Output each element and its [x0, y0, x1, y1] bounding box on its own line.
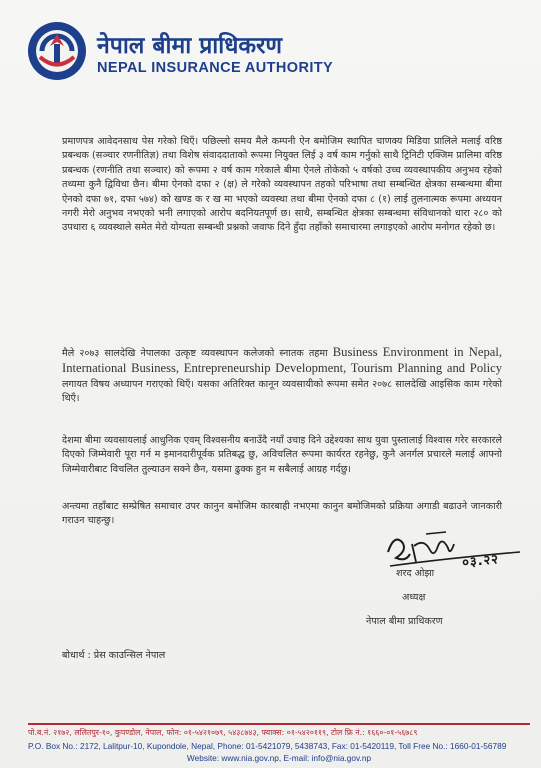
org-name-nepali: नेपाल बीमा प्राधिकरण [97, 33, 283, 59]
paragraph-2-nepali-end: लगायत विषय अध्यापन गराएको थिएँ। यसका अतिरिक्त कानून व्यवसायीको रूपमा समेत २०७८ सालदेखि आइसिक काम गरेको थिएँ। [62, 378, 502, 405]
signatory-title: अध्यक्ष [402, 592, 426, 603]
nia-logo-icon [26, 20, 88, 82]
letter-paragraph-4: अन्त्यमा तहाँबाट सम्प्रेषित समाचार उपर कानुन बमोजिम कारबाही नभएमा कानुन बमोजिमको प्रक्रिया अगाडी बढाउने जानकारी गराउन चाहन्छु। [62, 501, 502, 527]
paragraph-2-nepali-start: मैले २०७३ सालदेखि नेपालका उत्कृष्ट व्यवस्थापन कलेजको स्नातक तहमा [62, 348, 333, 359]
signatory-organization: नेपाल बीमा प्राधिकरण [366, 616, 443, 627]
letter-paragraph-3: देशमा बीमा व्यवसायलाई आधुनिक एवम् विश्वसनीय बनाउँदै नयाँ उचाइ दिने उद्देश्यका साथ युवा पुस्तालाई विश्वास गरेर सरकारले दिएको जिम्मेवारी पूरा गर्न म इमानदारीपूर्वक प्रतिबद्ध छु, अविचलित रूपमा कार्यरत रहनेछु, कुनै अनर्गल प्रचारले मलाई आफ्नो जिम्मेवारीबाट विचलित तुल्याउन सक्ने छैन, यसमा ढुक्क हुन म सबैलाई आग्रह गर्दछु। [62, 435, 502, 475]
footer-divider [28, 723, 530, 725]
cc-line: बोधार्थ : प्रेस काउन्सिल नेपाल [62, 650, 166, 661]
footer-address-nepali: पो.ब.नं. २१७२, ललितपुर-१०, कुपण्डोल, नेपाल, फोन: ०१-५४२१०७९, ५४३८७४३, फ्याक्स: ०१-५४२०११९, टोल फ्रि नं.: १६६०-०१-५६७८९ [28, 728, 418, 737]
letter-paragraph-1: प्रमाणपत्र आवेदनसाथ पेस गरेको थिएँ। पछिल्लो समय मैले कम्पनी ऐन बमोजिम स्थापित चाणक्य मिडिया प्रालिले मलाई वरिष्ठ प्रबन्धक (सञ्चार रणनीतिज्ञ) तथा विशेष संवाददाताको रूपमा नियुक्त लिई ३ वर्ष काम गर्नुको साथै ट्रिनिटी एक्जिम प्रालिमा वरिष्ठ प्रबन्धक (रणनीति तथा सञ्चार) को रूपमा २ वर्ष काम गरेकाले बीमा ऐनले तोकेको ५ वर्षको उच्च व्यवस्थापकीय अनुभव रहेको तथ्यमा कुनै द्विविधा छैन। बीमा ऐनको दफा २ (क्ष) ले गरेको व्यवस्थापन तहको परिभाषा तथा सम्बन्धित क्षेत्रका सम्बन्धमा बीमा ऐनको दफा ७१, दफा ५७४) को खण्ड क र ख मा भएको व्यवस्था तथा बीमा ऐनको दफा ८ (१) लाई तुलनात्मक रूपमा अध्ययन नगरी मेरो अनुभव नभएको भनी लगाएको आरोप बदनियतपूर्ण छ। साथै, सम्बन्धित क्षेत्रका सम्बन्धमा संविधानको धारा २८० को उपधारा ६ व्यवस्थाले समेत मेरो योग्यता सम्बन्धी प्रश्नको जवाफ दिने हुँदा तहाँको समाचारमा लगाइएको आरोप मनोगत रहेको छ। [62, 136, 502, 234]
signatory-name: शरद ओझा [396, 568, 435, 579]
letter-paragraph-2 [62, 345, 502, 407]
signature-date: ०३.२२ [461, 552, 500, 571]
org-name-english: NEPAL INSURANCE AUTHORITY [97, 60, 334, 76]
paragraph-2-english-subjects: Business Environment in Nepal, International Business, Entrepreneurship Development, Tourism Planning and Policy [62, 345, 503, 376]
footer-website-email: Website: www.nia.gov.np, E-mail: info@nia.gov.np [186, 753, 372, 763]
footer-address-english: P.O. Box No.: 2172, Lalitpur-10, Kupondole, Nepal, Phone: 01-5421079, 5438743, Fax: 01-5420119, Toll Free No.: 1660-01-56789 [28, 741, 507, 751]
